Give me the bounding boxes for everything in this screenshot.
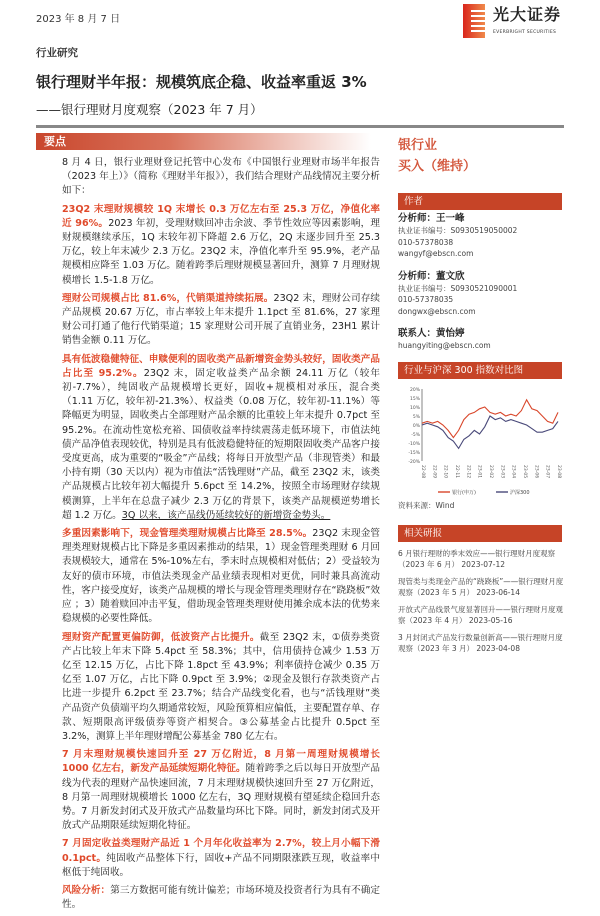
author-phone: 010-57378038 (398, 237, 454, 247)
y-tick-label: 5% (412, 414, 420, 420)
keypoint-text: 23Q2 末，固定收益类产品余额 24.11 万亿（较年初-7.7%），纯固收产品规模增长更好，固收+规模相对承压，混合类（1.11 万亿，较年初-21.3%）、权益类（0.08 万亿，较年初-11.1%）等降幅更为明显，固收类占全部理财产品余额的比重较上年末提升 0.7pct 至 95.2%。在流动性宽松充裕、国债收益率持续震荡走低环境下，市值法纯债产品净值表现较优，特别是具有低波稳健特征的短期限固收类产品客户接受度更高，成为重要的“吸金”产品线；将每日开放型产品（非现管类）和最小持有期（30 天以内）视为市值法“活钱理财”产品，截至 23Q2 末，该类产品规模占比较年初大幅提升 5.6pct 至 14.2%，按照全市场理财存续规模测算，上半年在总盘子减少 2.3 万亿的背景下，该类产品规模逆势增长超 1.2 万亿。 (62, 367, 381, 521)
series-line-1 (422, 416, 558, 448)
keypoint-lead: 理财公司规模占比 81.6%，代销渠道持续拓展。 (62, 292, 274, 304)
report-category: 行业研究 (36, 47, 78, 59)
report-title: 银行理财半年报：规模筑底企稳、收益率重返 3% (36, 73, 367, 91)
keypoint-text: 23Q2 末，理财公司存续产品规模 20.67 万亿，市占率较上年末提升 1.1pct 至 81.6%，27 家理财公司打通了他行代销渠道；15 家理财公司开展了直销业务，23H1 累计销售金额 0.11 万亿。 (62, 292, 380, 347)
x-tick-label: 22-08 (420, 464, 425, 478)
x-tick-label: 23-02 (488, 464, 493, 478)
keypoint-paragraph (62, 837, 380, 880)
x-tick-label: 23-03 (499, 464, 505, 478)
related-report-link[interactable]: 6 月银行理财的季末效应——银行理财月度观察（2023 年 6 月） 2023-07-12 (398, 548, 556, 569)
keypoint-paragraph (62, 353, 380, 523)
related-report-link[interactable]: 3 月封闭式产品发行数量创新高——银行理财月度观察（2023 年 3 月） 2023-04-08 (398, 632, 563, 653)
company-logo (463, 4, 573, 40)
chart-source: 资料来源：Wind (398, 500, 455, 510)
rating-label: 买入（维持） (398, 159, 477, 174)
keypoint-underlined: 3Q 以来，该产品线仍延续较好的新增资金势头。 (121, 509, 331, 521)
author-card (398, 327, 564, 352)
related-report-link[interactable]: 开放式产品线景气度显著回升——银行理财月度观察（2023 年 4 月） 2023-05-16 (398, 604, 563, 625)
keypoint-text: 8 月 4 日，银行业理财登记托管中心发布《中国银行业理财市场半年报告（2023 年上）》（简称《理财半年报》），我们结合理财产品线情况主要分析如下： (62, 157, 380, 197)
logo-text-en: EVERBRIGHT SECURITIES (493, 30, 557, 35)
x-tick-label: 23-07 (544, 464, 550, 478)
legend-label: 银行(申万) (452, 489, 476, 496)
report-date: 2023 年 8 月 7 日 (36, 14, 121, 25)
keypoint-text: 第三方数据可能有统计偏差；市场环境及投资者行为具有不确定性。 (62, 884, 381, 911)
author-card (398, 212, 564, 260)
keypoint-paragraph (62, 156, 380, 199)
keypoint-text: 截至 23Q2 末，①债券类资产占比较上年末下降 5.4pct 至 58.3%；其中，信用债持仓减少 1.53 万亿至 12.15 万亿，占比下降 1.8pct 至 43.9%；利率债持仓减少 0.35 万亿至 1.07 万亿，占比下降 0.9pct 至 3.9%；②现金及银行存款类资产占比进一步提升 6.2pct 至 23.7%；结合产品线变化看，也与“活钱理财”类产品资产负债端平均久期通常较短，风险预算相应偏低，主要配置存单、存款、短期限高评级债券等资产相契合。③公募基金占比提升 0.5pct 至 3.2%，测算上半年理财增配公募基金 780 亿左右。 (62, 631, 380, 742)
keypoint-text: 2023 年初，受理财赎回冲击余波、季节性效应等因素影响，理财规模继续承压，1Q 末较年初下降超 2.6 万亿，2Q 末逐步回升至 25.3 万亿，较上年末减少 2.3 万亿。23Q2 末，净值化率升至 95.9%，老产品规模相应降至 1.03 万亿。随着跨季后理财规模显著回升，测算 7 月理财规模增长 1.5-1.8 万亿。 (62, 217, 380, 286)
keypoint-paragraph (62, 292, 380, 349)
keypoint-paragraph (62, 631, 380, 745)
x-tick-label: 22-12 (465, 464, 471, 478)
y-tick-label: 15% (409, 396, 420, 402)
x-tick-label: 23-05 (522, 464, 527, 478)
logo-text: 光大证券 (493, 5, 562, 24)
keypoints-body (62, 156, 380, 916)
author-cert: 执业证书编号：S0930521090001 (398, 283, 518, 293)
y-tick-label: -15% (408, 450, 420, 456)
index-comparison-chart (398, 381, 562, 501)
authors-header: 作者 (398, 193, 562, 210)
keypoints-header: 要点 (36, 133, 371, 150)
keypoint-lead: 23Q2 末理财规模较 1Q 末增长 0.3 万亿左右至 25.3 万亿，净值化率近 96%。 (62, 203, 380, 229)
author-card (398, 270, 564, 318)
author-phone: 010-57378035 (398, 295, 454, 304)
author-name: 分析师：董文欣 (398, 270, 465, 282)
report-subtitle: ——银行理财月度观察（2023 年 7 月） (36, 102, 263, 117)
authors-list (398, 212, 564, 352)
x-tick-label: 23-01 (476, 464, 482, 478)
y-tick-label: -20% (408, 459, 420, 465)
author-name: 联系人：黄怡婷 (398, 328, 465, 339)
author-email[interactable]: huangyiting@ebscn.com (398, 341, 491, 350)
keypoint-text: 随着跨季之后以每日开放型产品线为代表的理财产品快速回流，7 月末理财规模快速回升至 27 万亿附近，8 月第一周理财规模增长 1000 亿左右，3Q 理财规模有望延续企稳回升态势。7 月新发封闭式及开放式产品数量均环比下降。同时，新发封闭式及开放式产品期限延续短期化特征。 (62, 763, 380, 832)
keypoint-paragraph (62, 527, 380, 626)
keypoint-lead: 多重因素影响下，现金管理类理财规模占比降至 28.5%。 (62, 528, 313, 540)
keypoint-lead: 风险分析： (62, 884, 111, 896)
author-cert: 执业证书编号：S0930519050002 (398, 226, 518, 235)
keypoint-lead: 理财资产配置更偏防御，低波资产占比提升。 (62, 631, 260, 643)
x-tick-label: 22-09 (431, 464, 437, 478)
keypoint-paragraph (62, 748, 380, 833)
x-tick-label: 22-10 (442, 464, 448, 478)
keypoint-paragraph (62, 203, 380, 288)
x-tick-label: 23-08 (556, 464, 561, 478)
logo-mark-icon (463, 4, 485, 38)
related-reports-header: 相关研报 (398, 525, 562, 542)
keypoint-text: 纯固收产品整体下行，固收+产品不同期限涨跌互现，收益率中枢低于纯固收。 (62, 852, 380, 878)
author-name: 分析师：王一峰 (398, 213, 465, 224)
keypoint-lead: 具有低波稳健特征、申赎便利的固收类产品新增资金势头较好，固收类产品占比至 95.2%。 (62, 353, 380, 379)
author-email[interactable]: dongwx@ebscn.com (398, 306, 476, 316)
chart-header: 行业与沪深 300 指数对比图 (398, 362, 562, 379)
x-tick-label: 23-04 (510, 464, 516, 478)
keypoint-text: 23Q2 末现金管理类理财规模占比下降是多重因素推动的结果，1）现金管理类理财 6 月回表规模较大，通常在 5%-10%左右，季末时点规模相对低估；2）受益较为友好的债市环境，市值法类现金产品业绩表现相对更优，同时兼具高流动性，客户接受度好，该类产品规模的增长与现金管理类理财存在“跷跷板”效应 ；3）随着赎回冲击平复，借助现金管理类理财使用摊余成本法的优势来稳规模的必要性降低。 (62, 528, 380, 625)
divider (36, 125, 564, 128)
y-tick-label: -5% (411, 432, 420, 438)
keypoint-lead: 7 月固定收益类理财产品近 1 个月年化收益率为 2.7%，较上月小幅下滑 0.1pct。 (62, 838, 380, 864)
y-tick-label: 0% (412, 423, 420, 429)
y-tick-label: 20% (409, 387, 420, 393)
related-report-link[interactable]: 现管类与类现金产品的“跷跷板”——银行理财月度观察（2023 年 5 月） 2023-06-14 (398, 576, 564, 597)
x-tick-label: 23-06 (533, 464, 539, 478)
y-tick-label: 10% (409, 405, 420, 411)
y-tick-label: -10% (408, 441, 420, 447)
keypoint-paragraph (62, 884, 380, 912)
keypoint-lead: 7 月末理财规模快速回升至 27 万亿附近，8 月第一周理财规模增长 1000 亿左右，新发产品延续短期化特征。 (62, 749, 380, 775)
industry-label: 银行业 (398, 138, 438, 153)
sidebar (398, 137, 564, 654)
legend-label: 沪深300 (510, 489, 530, 496)
author-email[interactable]: wangyf@ebscn.com (398, 249, 474, 258)
related-reports-list (398, 548, 564, 654)
x-tick-label: 22-11 (454, 464, 459, 478)
